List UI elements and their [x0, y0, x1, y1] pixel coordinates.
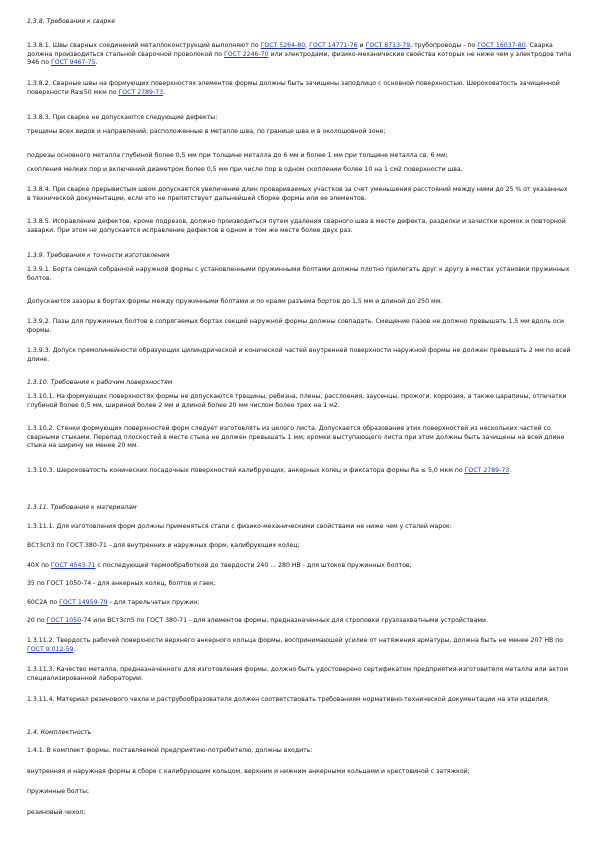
text-run: скопления мелких пор и включений диаметром более 0,5 мм при числе пор в одном скоплении более 10 на 1 см2 поверхности шва. [27, 166, 463, 173]
paragraph [27, 186, 573, 203]
text-run: 1.3.11.4. Материал резинового чехла и раструбообразователя должен соответствовать требованиям нормативно-технической документации на эти изделия. [27, 696, 550, 703]
text-run: ВСт3сп3 по ГОСТ 380-71 - для внутренних и наружных форм, калибрующих колец; [27, 542, 300, 549]
paragraph [27, 580, 573, 589]
section-heading [27, 729, 573, 738]
paragraph [27, 266, 573, 283]
paragraph [27, 114, 573, 123]
text-run: 20 по [27, 617, 47, 624]
text-run: 1.3.9.2. Пазы для пружинных болтов в сопрягаемых бортах секций наружной формы должны совпадать. Смещение пазов не должно превышать 1,5 мм вдоль оси формы. [27, 318, 565, 334]
paragraph [27, 425, 573, 451]
paragraph [27, 128, 573, 137]
paragraph [27, 166, 573, 175]
text-run: 1.3.10.1. На формующих поверхностях формы не допускаются трещины, ребизна, плены, расслоения, заусенцы, прожоги, коррозия, а также царапины, отпечатки глубиной более 0,5 мм, шириной более 2 мм и длиной более 20 мм числом более трех на 1 м2. [27, 393, 567, 409]
gost-link[interactable]: ГОСТ 2789-73 [464, 467, 510, 474]
text-run: 1.3.8. Требования к сварке [27, 18, 116, 25]
text-run: 1.3.11. Требования к материалам [27, 504, 137, 511]
text-run: 1.3.9.3. Допуск прямолинейности образующих цилиндрической и конической частей внутренней поверхности наружной формы не должен превышать 2 мм по всей длине. [27, 347, 571, 363]
gost-link[interactable]: ГОСТ 5264-80 [260, 42, 306, 49]
paragraph [27, 393, 573, 410]
text-run: 40Х по [27, 562, 51, 569]
paragraph [27, 42, 573, 68]
gost-link[interactable]: ГОСТ 2789-73 [118, 88, 164, 96]
text-run: . [163, 88, 166, 96]
text-run: 1.3.11.2. Твердость рабочей поверхности верхнего анкерного кольца формы, воспринимающей усилие от натяжения арматуры, должна быть не менее 207 НВ по [27, 637, 564, 644]
section-heading [27, 18, 573, 27]
text-run: , трубопроводы - по [410, 42, 478, 49]
text-run: с последующей термообработкой до твердости 240 ... 280 НВ - для штоков пружинных болтов; [95, 562, 412, 569]
paragraph [27, 747, 573, 756]
text-run: . Сварка должна производиться стальной сварочной проволокой по [27, 42, 553, 58]
text-run: . [95, 59, 98, 67]
paragraph [27, 768, 573, 777]
paragraph [27, 152, 573, 161]
paragraph [27, 318, 573, 335]
gost-link[interactable]: ГОСТ 2246-70 [224, 50, 269, 58]
paragraph [27, 696, 573, 705]
paragraph [27, 666, 573, 683]
text-run: 1.3.8.2. Сварные швы на формующих поверхностях элементов формы должны быть зачищены заподлицо с основной поверхностью. Шероховатость зачищенной поверхности Ra≤50 мкм по [27, 80, 560, 96]
paragraph [27, 347, 573, 364]
text-run: 1.3.10. Требования к рабочим поверхностям [27, 379, 173, 386]
text-run: 1.3.10.2. Стенки формующих поверхностей форм следует изготовлять из целого листа. Допускается образование этих поверхностей из нескольких частей со сварными стыками. Перепад плоскостей в месте стыка не должен превышать 1 мм; кромки выступающего листа при этом должны быть зачищены на всей длине стыка на ширину не менее 20 мм. [27, 425, 565, 450]
paragraph [27, 617, 573, 626]
text-run: 1.3.8.1. Швы сварных соединений металлоконструкций выполняют по [27, 42, 261, 49]
text-run: -74 или ВСт3сп5 по ГОСТ 380-71 - для элементов формы, предназначенных для строповки грузозахватными устройствами. [81, 617, 489, 624]
section-heading [27, 379, 573, 388]
text-run: 1.4.1. В комплект формы, поставляемой предприятию-потребителю, должны входить: [27, 747, 313, 754]
paragraph [27, 542, 573, 551]
text-run: пружинные болты; [27, 788, 90, 795]
paragraph [27, 523, 573, 532]
section-heading [27, 504, 573, 513]
text-run: . [73, 645, 76, 653]
text-run: 1.3.9. Требования к точности изготовления [27, 252, 170, 259]
text-run: трещины всех видов и направлений, расположенные в металле шва, по границе шва и в околошовной зоне; [27, 128, 386, 135]
text-run: 1.3.9.1. Борта секций собранной наружной формы с установленными пружинными болтами должны плотно прилегать друг к другу в местах установки пружинных болтов. [27, 266, 570, 282]
paragraph [27, 298, 573, 307]
gost-link[interactable]: ГОСТ 4543-71 [50, 562, 96, 569]
text-run: внутренняя и наружная формы в сборе с калибрующим кольцом, верхним и нижним анкерными кольцами и крестовиной с затяжкой; [27, 768, 470, 775]
gost-link[interactable]: ГОСТ 16037-80 [477, 42, 526, 49]
text-run: 1.3.11.1. Для изготовления форм должны применяться стали с физико-механическими свойствами не ниже чем у сталей марок: [27, 523, 452, 530]
paragraph [27, 467, 573, 476]
text-run: подрезы основного металла глубиной более 0,5 мм при толщине металла до 6 мм и более 1 мм при толщине металла св. 6 мм; [27, 152, 448, 159]
text-run: 1.3.8.3. При сварке не допускаются следующие дефекты: [27, 114, 218, 121]
paragraph [27, 562, 573, 571]
gost-link[interactable]: ГОСТ 14959-79 [59, 599, 108, 606]
gost-link[interactable]: ГОСТ 8713-79 [365, 42, 411, 49]
text-run: 1.3.11.3. Качество металла, предназначенного для изготовления формы, должно быть удостоверено сертификатом предприятия-изготовителя металла или актом специализированной лаборатории. [27, 666, 569, 682]
section-heading [27, 252, 573, 261]
text-run: Допускаются зазоры в бортах формы между пружинными болтами и по краям разъема бортов до 1,5 мм и длиной до 250 мм. [27, 298, 443, 305]
gost-link[interactable]: ГОСТ 9467-75 [50, 59, 96, 67]
text-run: 1.3.8.5. Исправление дефектов, кроме подрезов, должно производиться путем удаления сварного шва в месте дефекта, разделки и зачистки кромок и повторной заварки. При этом не допускается исправление дефектов в одном и том же месте более двух раз. [27, 218, 566, 234]
text-run: 60С2А по [27, 599, 60, 606]
gost-link[interactable]: ГОСТ 14771-76 [309, 42, 358, 49]
paragraph [27, 637, 573, 654]
gost-link[interactable]: ГОСТ 9.012-59 [27, 645, 74, 653]
gost-link[interactable]: ГОСТ 1050 [46, 617, 82, 624]
text-run: . [509, 467, 512, 474]
text-run: 35 по ГОСТ 1050-74 - для анкерных колец, болтов и гаек; [27, 580, 216, 587]
paragraph [27, 809, 573, 818]
text-run: или электродами, физико-механические свойства которых не ниже чем у электродов типа Э46 по [27, 50, 572, 67]
paragraph [27, 599, 573, 608]
text-run: резиновый чехол; [27, 809, 86, 816]
text-run: - для тарельчатых пружин; [107, 599, 200, 606]
text-run: 1.3.8.4. При сварке прерывистым швом допускается увеличение длин провариваемых участков за счет уменьшения расстояний между ними до 25 % от указанных в технической документации, если это не препятствует дальнейшей сборке формы или ее элементов. [27, 186, 568, 202]
text-run: и [357, 42, 366, 49]
text-run: 1.3.10.3. Шероховатость конических посадочных поверхностей калибрующих, анкерных колец и фиксатора формы Ra ≤ 5,0 мкм по [27, 467, 465, 474]
text-run: 1.4. Комплектность [27, 729, 92, 736]
text-run: , [305, 42, 310, 49]
paragraph [27, 788, 573, 797]
paragraph [27, 80, 573, 97]
paragraph [27, 218, 573, 235]
